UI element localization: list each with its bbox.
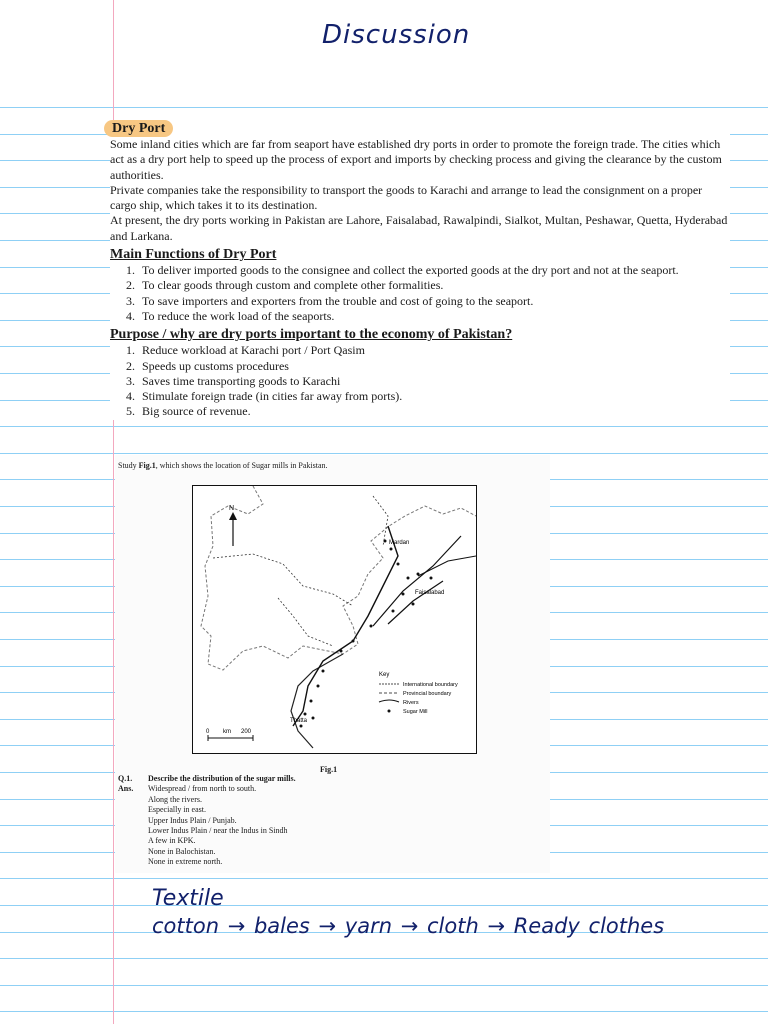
map-drawing [193,486,476,753]
question-row [118,774,296,784]
purpose-heading: Purpose / why are dry ports important to the economy of Pakistan? [110,327,513,343]
figure-intro-ref: Fig.1 [138,461,156,470]
question-text: Describe the distribution of the sugar mills. [148,774,296,783]
list-item: 5. Big source of revenue. [138,404,730,419]
answer-list [148,784,288,867]
ruled-line [0,426,768,427]
scale-label-zero: 0 [206,729,210,735]
provincial-boundary [373,496,388,546]
ruled-line [0,985,768,986]
list-item: 1. To deliver imported goods to the consignee and collect the exported goods at the dry port and not at the seaport. [138,263,730,278]
main-functions-heading: Main Functions of Dry Port [110,247,277,263]
key-symbol-sugar-mill [388,710,391,713]
list-item: 4. To reduce the work load of the seaports. [138,309,730,324]
question-block [118,774,296,868]
list-item: 3. To save importers and exporters from the trouble and cost of going to the seaport. [138,294,730,309]
dry-port-heading [110,120,730,137]
handwritten-textile: Textile [152,886,224,911]
ruled-line [0,453,768,454]
list-item: 2. To clear goods through custom and complete other formalities. [138,278,730,293]
figure-intro-prefix: Study [118,461,139,470]
dry-port-paragraph-1: Some inland cities which are far from seaport have established dry ports in order to promote the foreign trade. The cities which act as a dry port help to speed up the process of export and imports by checking process and giving the clearance by the custom authorities. [110,137,722,182]
ruled-line [0,878,768,879]
key-entry-provincial: Provincial boundary [403,691,452,697]
list-item: 1. Reduce workload at Karachi port / Port Qasim [138,343,730,358]
answer-row [118,784,296,867]
handwritten-title: Discussion [322,20,471,50]
city-label-thatta: Thatta [290,718,308,724]
city-label-mardan: Mardan [389,540,410,546]
answer-line: None in Balochistan. [148,846,216,856]
answer-line: Upper Indus Plain / Punjab. [148,815,237,825]
ruled-line [0,107,768,108]
provincial-boundary [278,598,333,646]
ruled-line [0,1011,768,1012]
international-boundary [201,486,476,670]
answer-line: Widespread / from north to south. [148,784,257,794]
highlighted-dry-port-title: Dry Port [104,120,173,137]
dry-port-section [110,120,730,420]
scale-label-km: km [223,729,231,735]
pakistan-map [192,485,477,754]
ruled-line [0,905,768,906]
dry-port-paragraph-2: Private companies take the responsibility to transport the goods to Karachi and arrange to lead the consignment on a proper cargo ship, which takes it to its destination. [110,182,703,213]
figure-caption: Fig.1 [320,765,338,774]
list-item: 4. Stimulate foreign trade (in cities far away from ports). [138,389,730,404]
figure-intro [118,461,328,470]
purpose-list [110,343,730,419]
key-entry-rivers: Rivers [403,700,419,706]
question-label: Q.1. [118,774,133,783]
scale-label-200: 200 [241,729,252,735]
key-entry-international: International boundary [403,682,458,688]
list-item: 2. Speeds up customs procedures [138,359,730,374]
key-entry-sugar-mill: Sugar Mill [403,709,428,715]
figure-section [115,455,550,873]
river-indus [293,526,398,726]
city-label-faisalabad: Faisalabad [415,590,445,596]
river-tributary [388,581,443,624]
north-arrowhead [229,512,237,520]
main-functions-list [110,263,730,324]
north-label: N [229,505,235,512]
ruled-line [0,958,768,959]
river-tributary [418,556,476,576]
answer-label: Ans. [118,784,134,794]
key-title: Key [379,672,390,678]
list-item: 3. Saves time transporting goods to Karachi [138,374,730,389]
international-boundary-south [291,654,343,748]
figure-intro-suffix: , which shows the location of Sugar mills in Pakistan. [155,461,328,470]
answer-line: Along the rivers. [148,794,202,804]
answer-line: Especially in east. [148,805,206,815]
provincial-boundary [213,554,353,606]
key-symbol-rivers [379,700,399,702]
answer-line: Lower Indus Plain / near the Indus in Sindh [148,826,288,836]
answer-line: None in extreme north. [148,857,223,867]
dry-port-paragraph-3: At present, the dry ports working in Pakistan are Lahore, Faisalabad, Rawalpindi, Sialkot, Multan, Peshawar, Quetta, Hyderabad and Larkana. [110,213,728,243]
handwritten-production-chain: cotton → bales → yarn → cloth → Ready clothes [152,914,665,938]
answer-line: A few in KPK. [148,836,196,846]
